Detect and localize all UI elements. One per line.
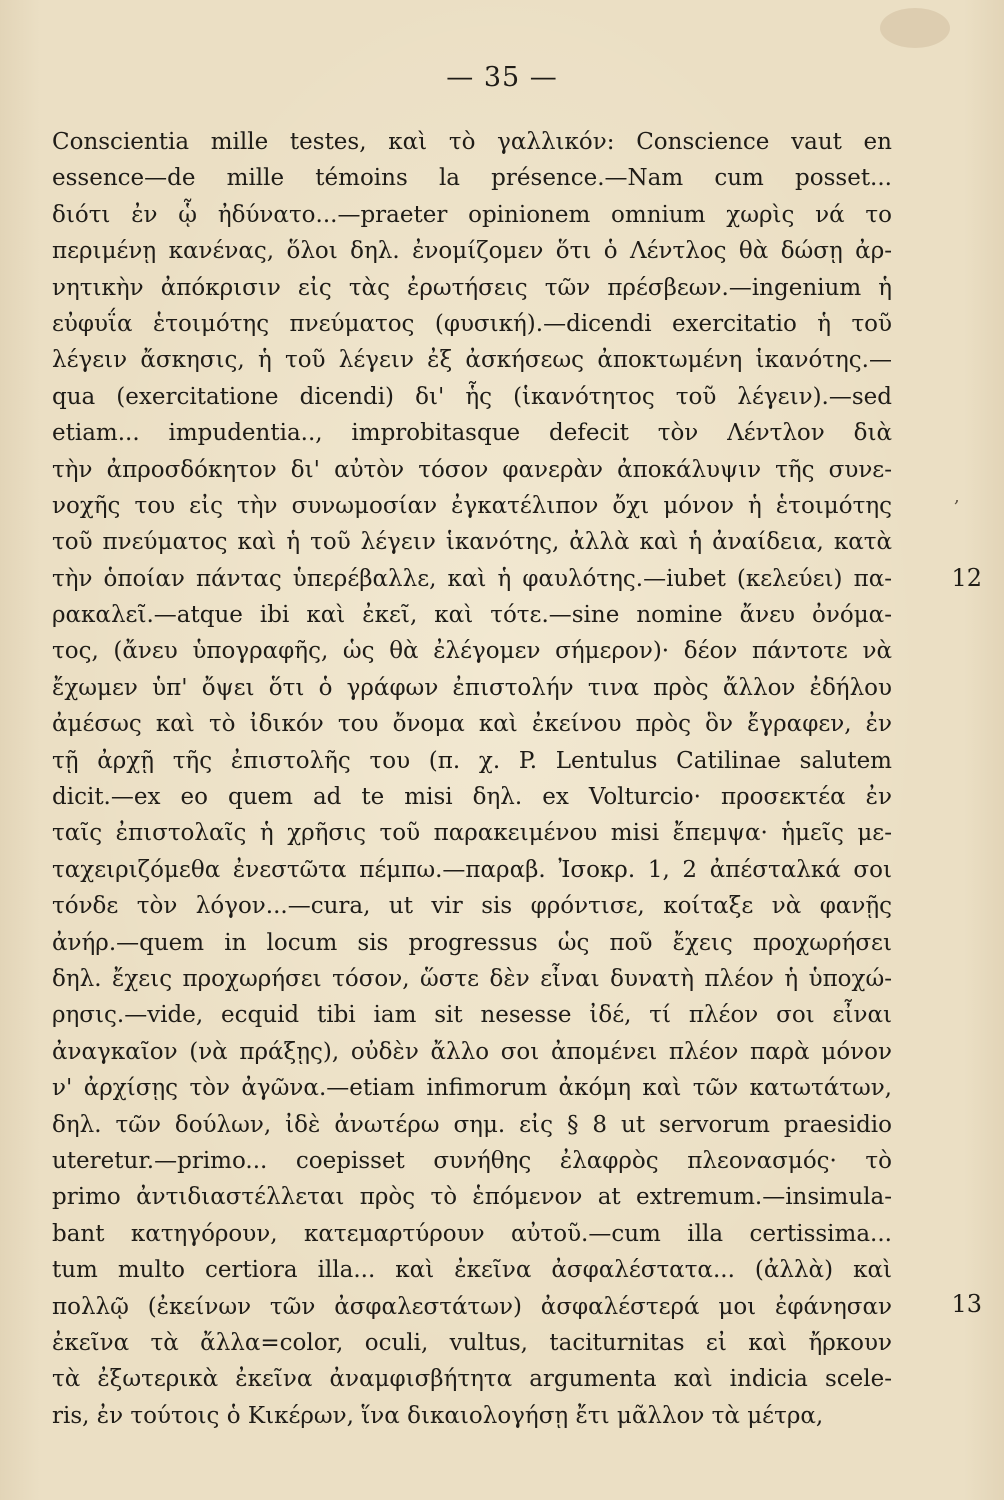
text-line: ρακαλεῖ.—atque ibi καὶ ἐκεῖ, καὶ τότε.—sine nomine ἄνευ ὀνόμα- <box>52 602 892 629</box>
text-line: ἀνήρ.—quem in locum sis progressus ὡς ποῦ ἔχεις προχωρήσει <box>52 929 892 956</box>
text-line: primo ἀντιδιαστέλλεται πρὸς τὸ ἑπόμενον at extremum.—insimula- <box>52 1184 892 1211</box>
text-line: ταῖς ἐπιστολαῖς ἡ χρῆσις τοῦ παρακειμένου misi ἔπεμψα· ἡμεῖς με- <box>52 820 892 847</box>
text-line: ἀμέσως καὶ τὸ ἰδικόν του ὄνομα καὶ ἐκείνου πρὸς ὃν ἔγραφεν, ἐν <box>52 711 892 738</box>
text-line: tum multo certiora illa... καὶ ἐκεῖνα ἀσφαλέστατα... (ἀλλὰ) καὶ <box>52 1257 892 1284</box>
text-line: ἐκεῖνα τὰ ἄλλα=color, oculi, vultus, taciturnitas εἰ καὶ ἤρκουν <box>52 1329 892 1356</box>
text-line: essence—de mille témoins la présence.—Nam cum posset... <box>52 165 892 192</box>
paper-stain <box>880 8 950 48</box>
margin-line-number: 13 <box>951 1290 982 1318</box>
text-line: νητικὴν ἀπόκρισιν εἰς τὰς ἐρωτήσεις τῶν πρέσβεων.—ingenium ἡ <box>52 274 892 301</box>
margin-mark: , <box>954 486 960 507</box>
text-line: bant κατηγόρουν, κατεμαρτύρουν αὐτοῦ.—cum illa certissima... <box>52 1220 892 1247</box>
text-line: ταχειριζόμεθα ἐνεστῶτα πέμπω.—παραβ. Ἰσοκρ. 1, 2 ἀπέσταλκά σοι <box>52 856 892 883</box>
text-line: περιμένῃ κανένας, ὅλοι δηλ. ἐνομίζομεν ὅτι ὁ Λέντλος θὰ δώσῃ ἀρ- <box>52 238 892 265</box>
text-body <box>52 124 892 1434</box>
margin-line-number: 12 <box>951 564 982 592</box>
text-line: δηλ. ἔχεις προχωρήσει τόσον, ὥστε δὲν εἶναι δυνατὴ πλέον ἡ ὑποχώ- <box>52 965 892 992</box>
text-line: τοῦ πνεύματος καὶ ἡ τοῦ λέγειν ἱκανότης, ἀλλὰ καὶ ἡ ἀναίδεια, κατὰ <box>52 529 892 556</box>
text-line: ἀναγκαῖον (νὰ πράξῃς), οὐδὲν ἄλλο σοι ἀπομένει πλέον παρὰ μόνον <box>52 1038 892 1065</box>
text-line: εὐφυΐα ἑτοιμότης πνεύματος (φυσική).—dicendi exercitatio ἡ τοῦ <box>52 310 892 337</box>
text-line: Conscientia mille testes, καὶ τὸ γαλλικόν: Conscience vaut en <box>52 129 892 155</box>
text-line: ἔχωμεν ὑπ' ὄψει ὅτι ὁ γράφων ἐπιστολήν τινα πρὸς ἄλλον ἐδήλου <box>52 674 892 701</box>
text-line: qua (exercitatione dicendi) δι' ἧς (ἱκανότητος τοῦ λέγειν).—sed <box>52 383 892 410</box>
text-line: τὰ ἐξωτερικὰ ἐκεῖνα ἀναμφισβήτητα argumenta καὶ indicia scele- <box>52 1366 892 1393</box>
text-line: τος, (ἄνευ ὑπογραφῆς, ὡς θὰ ἐλέγομεν σήμερον)· δέον πάντοτε νὰ <box>52 638 892 665</box>
text-line: τὴν ὁποίαν πάντας ὑπερέβαλλε, καὶ ἡ φαυλότης.—iubet (κελεύει) πα- <box>52 565 892 592</box>
text-line: etiam... impudentia.., improbitasque defecit τὸν Λέντλον διὰ <box>52 420 892 447</box>
text-line: πολλῷ (ἐκείνων τῶν ἀσφαλεστάτων) ἀσφαλέστερά μοι ἐφάνησαν <box>52 1293 892 1320</box>
text-line: διότι ἐν ᾧ ἠδύνατο...—praeter opinionem omnium χωρὶς νά το <box>52 201 892 228</box>
text-line: ρησις.—vide, ecquid tibi iam sit nesesse ἰδέ, τί πλέον σοι εἶναι <box>52 1002 892 1029</box>
text-line: τόνδε τὸν λόγον...—cura, ut vir sis φρόντισε, κοίταξε νὰ φανῇς <box>52 893 892 920</box>
text-line: τὴν ἀπροσδόκητον δι' αὐτὸν τόσον φανερὰν ἀποκάλυψιν τῆς συνε- <box>52 456 892 483</box>
text-line: dicit.—ex eo quem ad te misi δηλ. ex Volturcio· προσεκτέα ἐν <box>52 784 892 811</box>
text-line: δηλ. τῶν δούλων, ἰδὲ ἀνωτέρω σημ. εἰς § 8 ut servorum praesidio <box>52 1111 892 1138</box>
page-number: — 35 — <box>446 62 558 93</box>
text-line: uteretur.—primo... coepisset συνήθης ἐλαφρὸς πλεονασμός· τὸ <box>52 1147 892 1174</box>
text-line: νοχῆς του εἰς τὴν συνωμοσίαν ἐγκατέλιπον ὄχι μόνον ἡ ἑτοιμότης <box>52 492 892 519</box>
text-line: λέγειν ἄσκησις, ἡ τοῦ λέγειν ἐξ ἀσκήσεως ἀποκτωμένη ἱκανότης.— <box>52 347 892 374</box>
text-line: ris, ἐν τούτοις ὁ Κικέρων, ἵνα δικαιολογήσῃ ἔτι μᾶλλον τὰ μέτρα, <box>52 1402 824 1429</box>
text-line: ν' ἀρχίσῃς τὸν ἀγῶνα.—etiam infimorum ἀκόμη καὶ τῶν κατωτάτων, <box>52 1075 892 1102</box>
text-line: τῇ ἀρχῇ τῆς ἐπιστολῆς του (π. χ. P. Lentulus Catilinae salutem <box>52 747 892 774</box>
